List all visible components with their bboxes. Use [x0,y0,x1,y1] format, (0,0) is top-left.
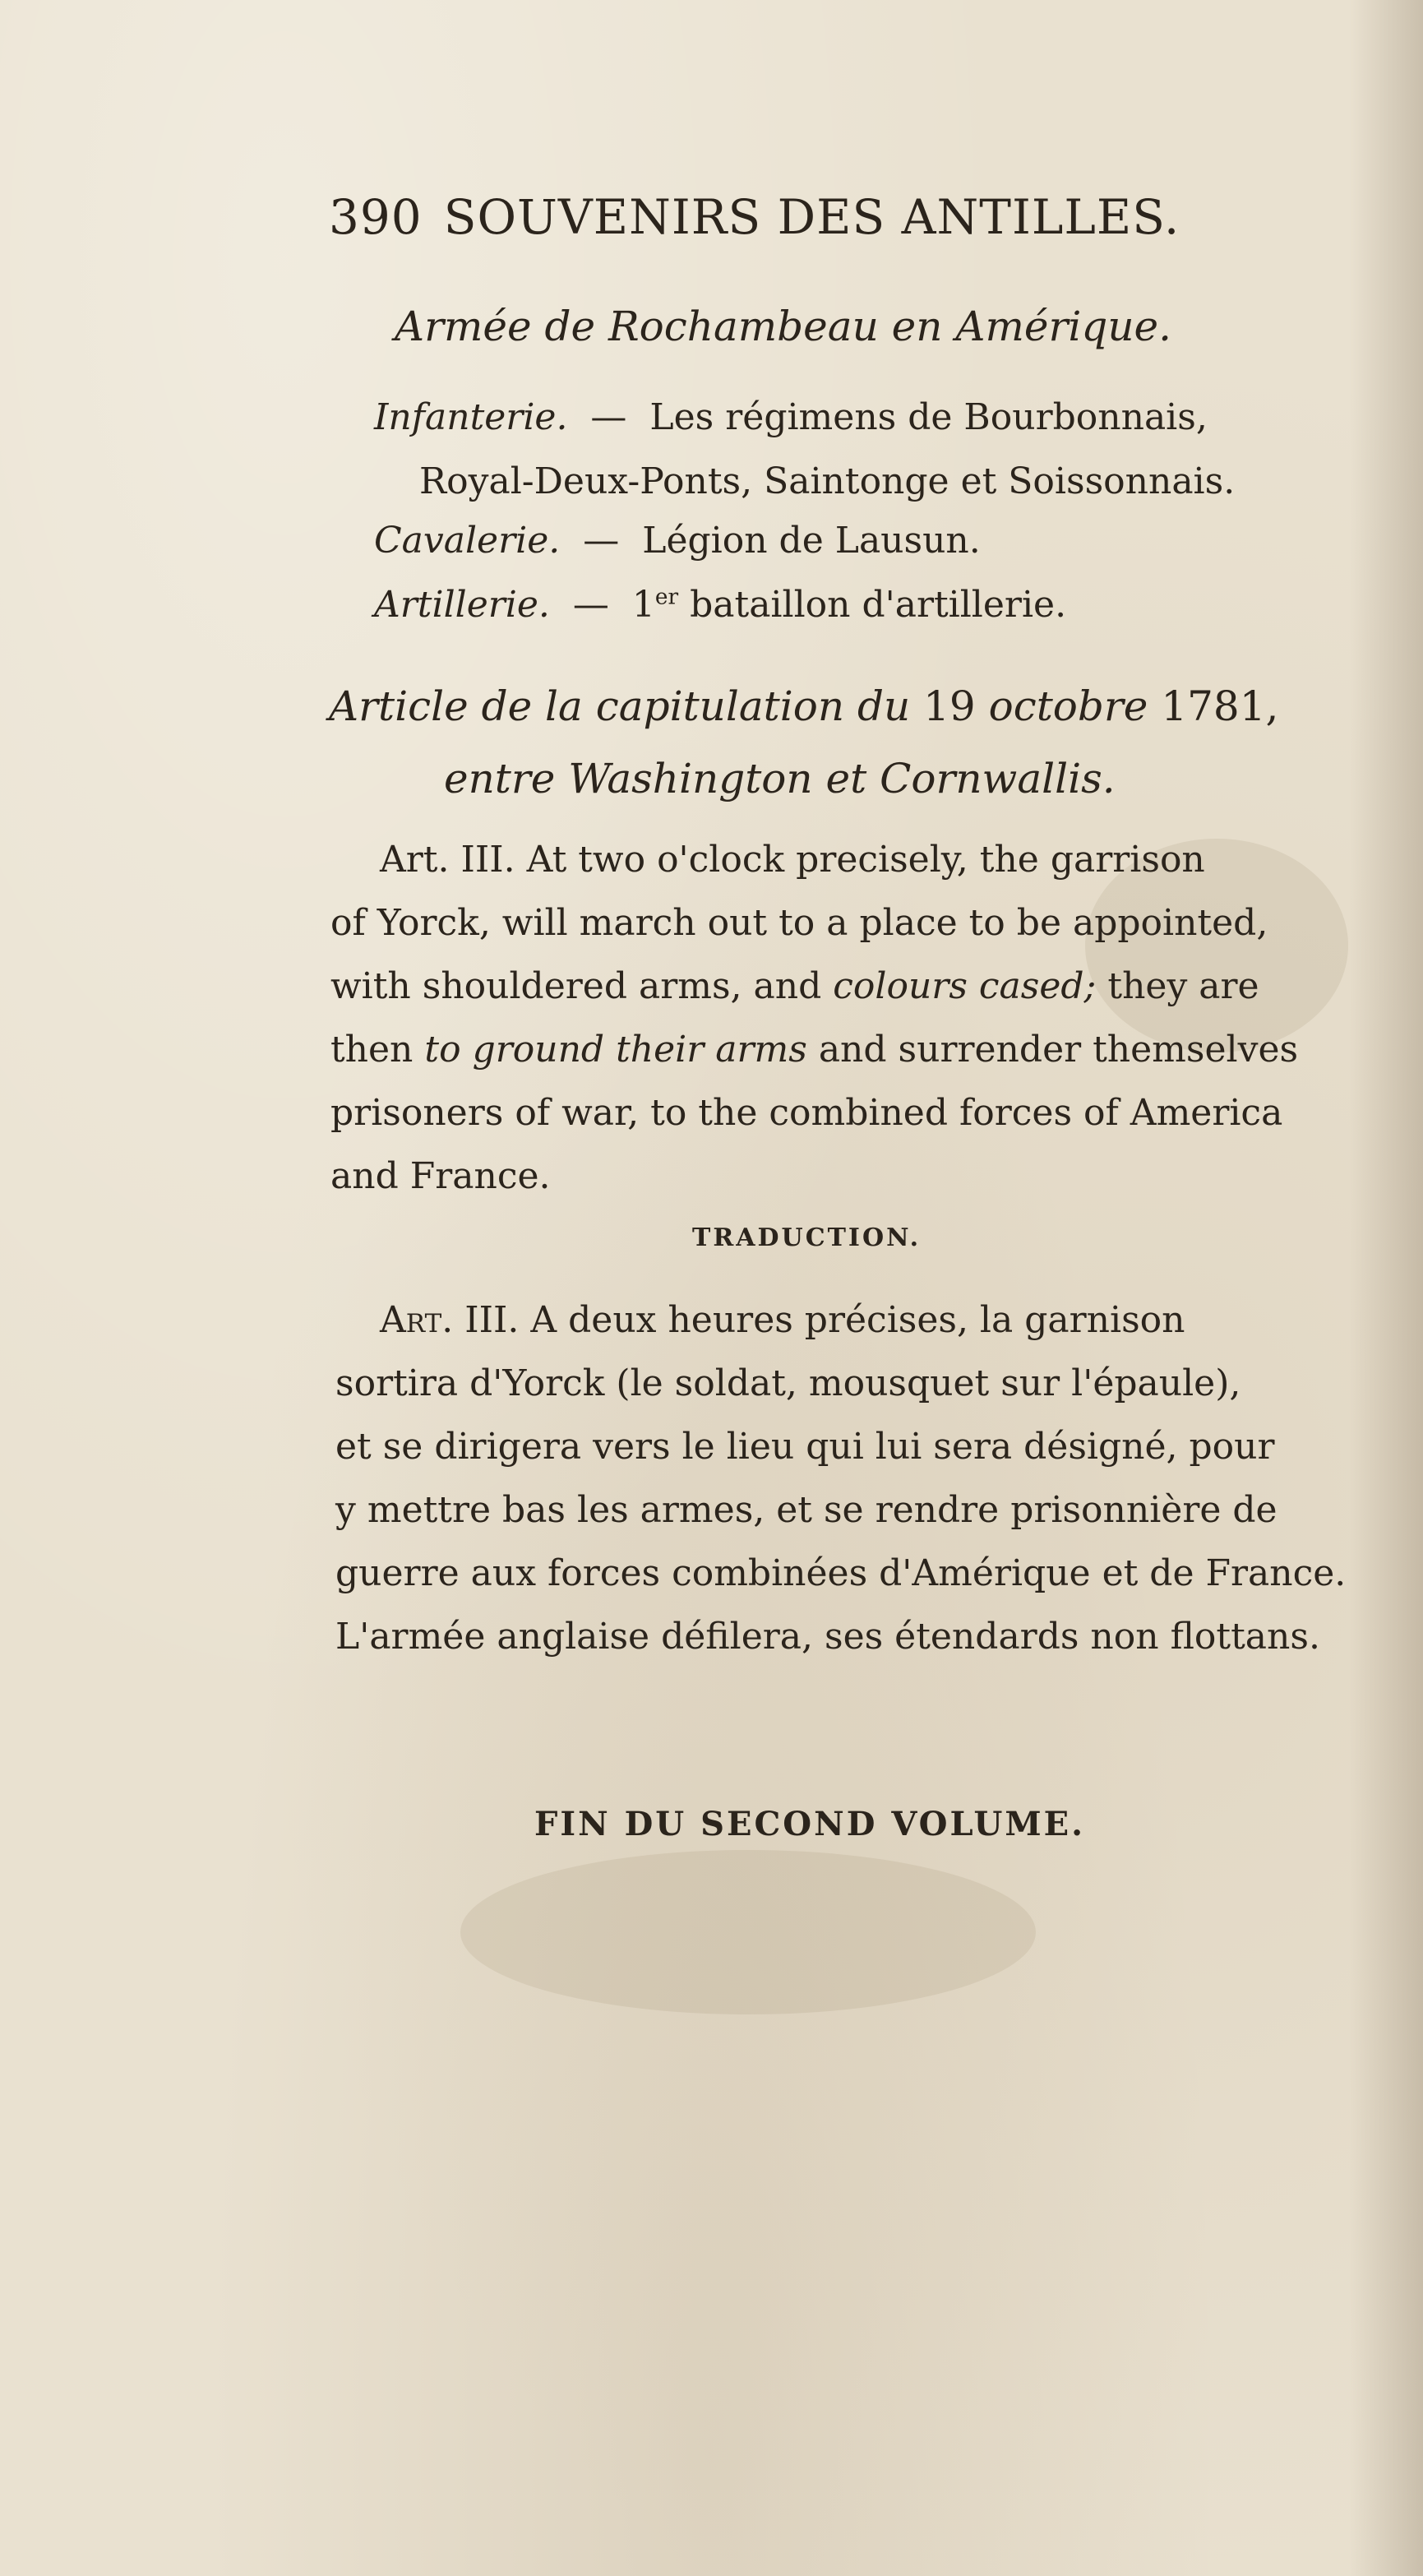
infantry-text-1: Les régimens de Bourbonnais, [649,396,1208,438]
french-art-label: Art. [380,1299,454,1341]
infantry-line-1 [374,396,1208,438]
french-line-4 [335,1489,1277,1531]
capitulation-heading-2 [444,755,1116,802]
army-heading [395,303,1171,350]
english-line-4 [330,1029,1298,1071]
cap-heading-year: 1781, [1161,682,1279,730]
cap-heading-names: Washington et Cornwallis. [568,755,1116,802]
cavalry-label: Cavalerie. [374,520,561,562]
english-text-3a: with shouldered arms, and [330,965,822,1007]
artillery-label: Artillerie. [374,584,550,626]
english-text-4c: and surrender themselves [818,1029,1299,1071]
english-text-4b: to ground their arms [424,1029,807,1071]
artillery-text: bataillon d'artillerie. [690,584,1067,626]
translation-label [692,1223,921,1252]
cap-heading-a: Article de la capitulation du [329,682,911,730]
dash: — [579,396,639,438]
cap-heading-day: 19 [923,682,976,730]
english-text-1: Art. III. At two o'clock precisely, the garrison [380,839,1205,881]
running-header [329,189,1180,245]
french-text-6: L'armée anglaise défilera, ses étendards non flottans. [335,1616,1320,1658]
english-text-3c: they are [1107,965,1259,1007]
french-line-5 [335,1552,1346,1594]
page-number: 390 [329,189,423,245]
english-text-4a: then [330,1029,414,1071]
french-line-3 [335,1426,1275,1468]
english-line-2 [330,902,1268,944]
french-line-2 [335,1362,1241,1404]
french-line-1 [380,1299,1185,1341]
english-text-2: of Yorck, will march out to a place to be appointed, [330,902,1268,944]
infantry-label: Infanterie. [374,396,568,438]
french-text-1: III. A deux heures précises, la garnison [464,1299,1185,1341]
english-text-3b: colours cased; [833,965,1097,1007]
paper-stain [460,1850,1036,2014]
french-text-5: guerre aux forces combinées d'Amérique et de France. [335,1552,1347,1594]
english-line-1 [380,839,1205,881]
french-text-4: y mettre bas les armes, et se rendre prisonnière de [335,1489,1277,1531]
cap-heading-entre: entre [444,755,556,802]
running-title: SOUVENIRS DES ANTILLES. [443,189,1180,245]
english-line-3 [330,965,1259,1007]
page-edge-shadow [1349,0,1423,2576]
artillery-ordinal-suffix: er [654,584,679,610]
french-text-2: sortira d'Yorck (le soldat, mousquet sur l'épaule), [335,1362,1241,1404]
army-heading-text: Armée de Rochambeau en Amérique. [395,303,1172,350]
translation-label-text: TRADUCTION. [692,1223,922,1252]
english-line-6 [330,1155,551,1197]
cavalry-text: Légion de Lausun. [642,520,981,562]
english-line-5 [330,1092,1282,1134]
english-text-6: and France. [330,1155,551,1197]
capitulation-heading-1 [329,682,1278,730]
end-of-volume [534,1805,1085,1843]
artillery-line [374,584,1066,626]
english-text-5: prisoners of war, to the combined forces of America [330,1092,1283,1134]
artillery-ordinal: 1 [631,584,655,626]
infantry-line-2 [419,460,1235,502]
cavalry-line [374,520,981,562]
french-text-3: et se dirigera vers le lieu qui lui sera désigné, pour [335,1426,1275,1468]
end-of-volume-text: FIN DU SECOND VOLUME. [534,1805,1086,1843]
dash: — [571,520,631,562]
infantry-text-2: Royal-Deux-Ponts, Saintonge et Soissonnais. [419,460,1236,502]
cap-heading-month: octobre [988,682,1148,730]
dash: — [561,584,621,626]
french-line-6 [335,1616,1320,1658]
